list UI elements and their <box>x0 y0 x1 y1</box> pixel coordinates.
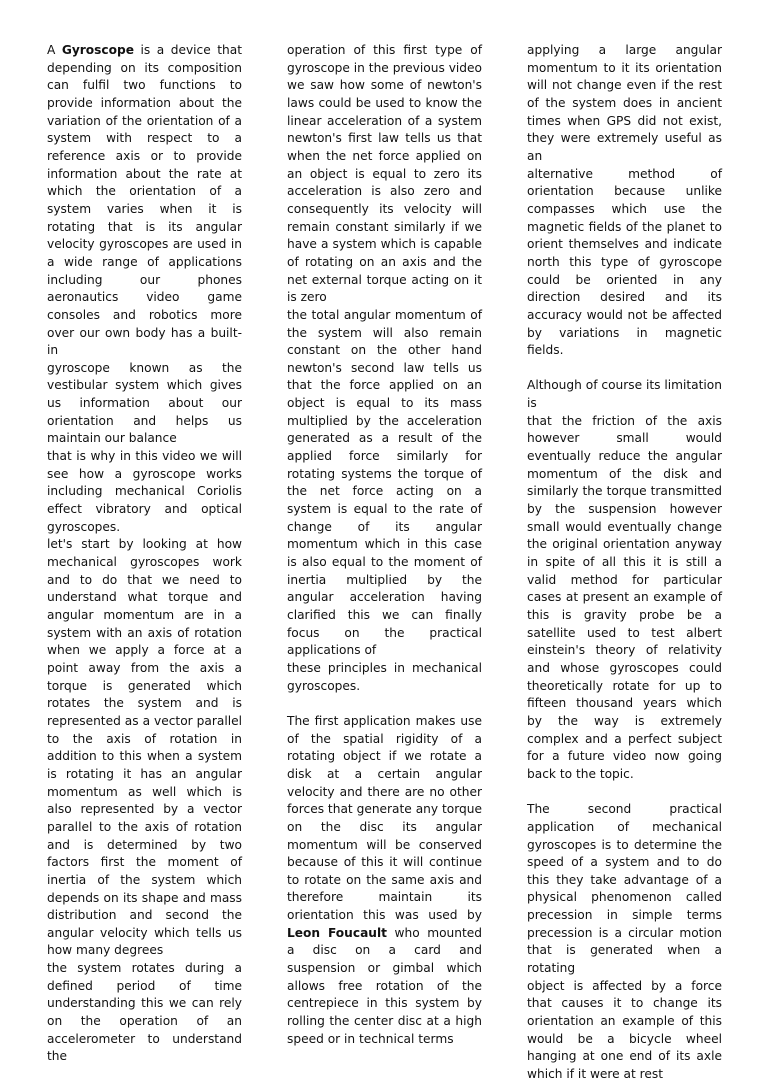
paragraph: applying a large angular momentum to it its orientation will not change even if the rest of the system does in ancient times when GPS did not exist, they were extremely useful as an <box>527 43 722 163</box>
text-column-3 <box>527 42 722 1084</box>
paragraph: Although of course its limitation is <box>527 378 722 411</box>
paragraph: The second practical application of mechanical gyroscopes is to determine the speed of a system and to do this they take advantage of a physical phenomenon called precession in simple terms precession is a circular motion that is generated when a rotating <box>527 802 722 976</box>
term-gyroscope: Gyroscope <box>61 43 135 57</box>
paragraph: that is why in this video we will see how a gyroscope works including mechanical Coriolis effect vibratory and optical gyroscopes. <box>47 449 242 534</box>
paragraph: A Gyroscope is a device that depending on its composition can fulfil two functions to provide information about the variation of the orientation of a system with respect to a reference axis or to provide information about the rate at which the orientation of a system varies when it is rotating that is its angular velocity gyroscopes are used in a wide range of applications including our phones aeronautics video game consoles and robotics more over our own body has a built-in <box>47 43 243 358</box>
paragraph: The first application makes use of the spatial rigidity of a rotating object if we rotate a disk at a certain angular velocity and there are no other forces that generate any torque on the disc its angular momentum will be conserved because of this it will continue to rotate on the same axis and therefore maintain its orientation this was used by Leon Foucault who mounted a disc on a card and suspension or gimbal which allows free rotation of the centrepiece in this system by rolling the center disc at a high speed or in technical terms <box>287 713 482 1046</box>
paragraph: alternative method of orientation because unlike compasses which use the magnetic fields of the planet to orient themselves and indicate north this type of gyroscope could be oriented in any direction desired and its accuracy would not be affected by variations in magnetic fields. <box>527 166 722 358</box>
paragraph: the system rotates during a defined period of time understanding this we can rely on the operation of an accelerometer to understand the <box>47 961 242 1064</box>
paragraph: these principles in mechanical gyroscopes. <box>287 660 482 693</box>
paragraph: let's start by looking at how mechanical gyroscopes work and to do that we need to understand what torque and angular momentum are in a system with an axis of rotation when we apply a force at a point away from the axis a torque is generated which rotates the system and is represented as a vector parallel to the axis of rotation in addition to this when a system is rotating it has an angular momentum as well which is also represented by a vector parallel to the axis of rotation and is determined by two factors first the moment of inertia of the system which depends on its shape and mass distribution and second the angular velocity which tells us how many degrees <box>47 537 242 958</box>
paragraph: operation of this first type of gyroscope in the previous video we saw how some of newton's laws could be used to know the linear acceleration of a system newton's first law tells us that when the net force applied on an object is equal to zero its acceleration is also zero and consequently its velocity will remain constant similarly if we have a system which is capable of rotating on an axis and the net external torque acting on it is zero <box>287 43 482 305</box>
paragraph: object is affected by a force that causes it to change its orientation an example of this would be a bicycle wheel hanging at one end of its axle which if it were at rest <box>527 978 722 1082</box>
text-column-1 <box>47 42 242 1066</box>
paragraph: the total angular momentum of the system will also remain constant on the other hand newton's second law tells us that the force applied on an object is equal to its mass multiplied by the acceleration generated as a result of the applied force similarly for rotating systems the torque of the net force acting on a system is equal to the rate of change of its angular momentum which in this case is also equal to the moment of inertia multiplied by the angular acceleration having clarified this we can finally focus on the practical applications of <box>287 307 482 658</box>
paragraph: that the friction of the axis however small would eventually reduce the angular momentum of the disk and similarly the torque transmitted by the suspension however small would eventually change the original orientation anyway in spite of all this it is still a valid method for particular cases at present an example of this is gravity probe be a satellite used to test albert einstein's theory of relativity and whose gyroscopes could theoretically rotate for up to fifteen thousand years which by the way is extremely complex and a perfect subject for a future video now going back to the topic. <box>527 413 722 781</box>
paragraph: gyroscope known as the vestibular system which gives us information about our orientation and helps us maintain our balance <box>47 360 242 446</box>
name-leon-foucault: Leon Foucault <box>287 925 387 940</box>
text-column-2 <box>287 42 482 1048</box>
